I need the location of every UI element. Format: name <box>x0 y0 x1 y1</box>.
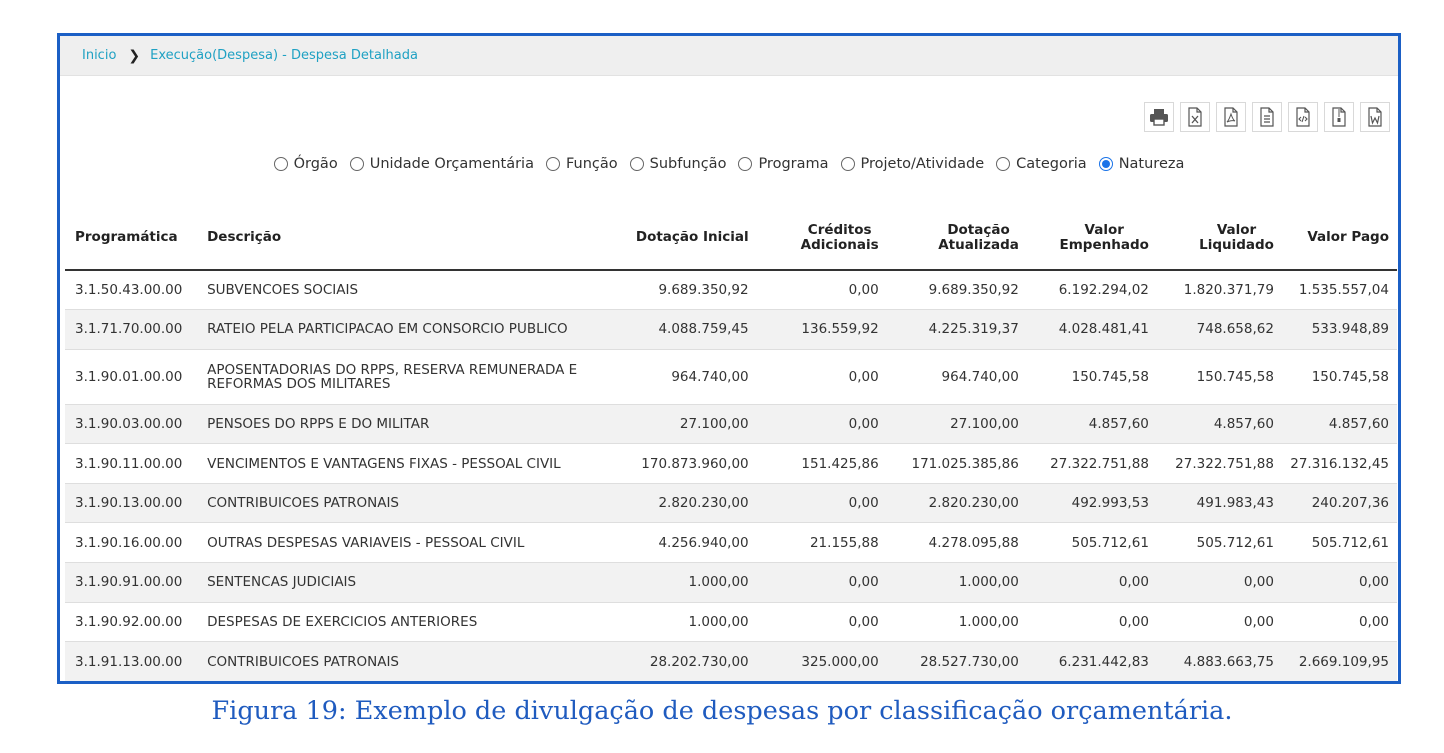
cell-ve: 505.712,61 <box>1019 523 1149 563</box>
cell-desc: PENSOES DO RPPS E DO MILITAR <box>197 404 593 444</box>
table-header-row <box>65 206 1397 270</box>
breadcrumb-current-link[interactable]: Execução(Despesa) - Despesa Detalhada <box>150 48 418 63</box>
cell-ve: 0,00 <box>1019 602 1149 642</box>
cell-vp: 1.535.557,04 <box>1274 270 1397 310</box>
cell-vp: 533.948,89 <box>1274 310 1397 350</box>
code-file-icon <box>1293 107 1313 127</box>
table-row <box>65 563 1397 603</box>
word-file-icon <box>1365 107 1385 127</box>
table-row <box>65 602 1397 642</box>
radio-button[interactable] <box>841 157 855 171</box>
radio-button[interactable] <box>1099 157 1113 171</box>
table-body <box>65 270 1397 681</box>
cell-ca: 0,00 <box>749 404 879 444</box>
cell-ve: 0,00 <box>1019 563 1149 603</box>
classification-option-label: Programa <box>758 156 829 172</box>
export-excel-button[interactable] <box>1180 102 1210 132</box>
cell-da: 2.820.230,00 <box>879 483 1019 523</box>
print-button[interactable] <box>1144 102 1174 132</box>
col-creditos-adicionais-line1: Créditos <box>807 221 872 238</box>
cell-vp: 4.857,60 <box>1274 404 1397 444</box>
col-valor-empenhado[interactable] <box>1019 206 1149 270</box>
zip-file-icon <box>1329 107 1349 127</box>
col-dotacao-inicial[interactable]: Dotação Inicial <box>593 206 748 270</box>
classification-option-label: Subfunção <box>649 156 727 172</box>
classification-option[interactable] <box>996 156 1087 172</box>
col-programatica[interactable]: Programática <box>65 206 197 270</box>
cell-prog: 3.1.90.91.00.00 <box>65 563 197 603</box>
cell-di: 27.100,00 <box>593 404 748 444</box>
cell-vl: 491.983,43 <box>1149 483 1274 523</box>
radio-button[interactable] <box>738 157 752 171</box>
export-pdf-button[interactable] <box>1216 102 1246 132</box>
cell-desc: VENCIMENTOS E VANTAGENS FIXAS - PESSOAL CIVIL <box>197 444 593 484</box>
cell-ca: 0,00 <box>749 270 879 310</box>
cell-prog: 3.1.71.70.00.00 <box>65 310 197 350</box>
table-row <box>65 270 1397 310</box>
radio-button[interactable] <box>274 157 288 171</box>
cell-da: 1.000,00 <box>879 563 1019 603</box>
classification-option-label: Órgão <box>293 156 338 172</box>
table-row <box>65 523 1397 563</box>
cell-da: 4.225.319,37 <box>879 310 1019 350</box>
classification-option[interactable] <box>630 156 727 172</box>
cell-di: 28.202.730,00 <box>649 653 749 670</box>
cell-prog: 3.1.90.01.00.00 <box>65 349 197 404</box>
cell-prog: 3.1.90.11.00.00 <box>65 444 197 484</box>
cell-vl: 4.857,60 <box>1149 404 1274 444</box>
cell-vl: 1.820.371,79 <box>1149 270 1274 310</box>
cell-prog: 3.1.50.43.00.00 <box>65 270 197 310</box>
classification-option-label: Unidade Orçamentária <box>369 156 534 172</box>
cell-ve: 4.028.481,41 <box>1019 310 1149 350</box>
classification-option-label: Projeto/Atividade <box>860 156 985 172</box>
cell-desc: CONTRIBUICOES PATRONAIS <box>197 483 593 523</box>
cell-vp: 150.745,58 <box>1274 349 1397 404</box>
cell-ca: 325.000,00 <box>801 653 879 670</box>
cell-vp: 0,00 <box>1274 563 1397 603</box>
report-frame <box>57 33 1401 684</box>
cell-vl: 0,00 <box>1149 602 1274 642</box>
cell-vp: 2.669.109,95 <box>1298 653 1389 670</box>
cell-ca: 0,00 <box>749 602 879 642</box>
cell-vp: 27.316.132,45 <box>1274 444 1397 484</box>
cell-prog: 3.1.90.16.00.00 <box>65 523 197 563</box>
classification-option[interactable] <box>274 156 338 172</box>
text-file-icon <box>1257 107 1277 127</box>
cell-vp: 505.712,61 <box>1274 523 1397 563</box>
figure-caption: Figura 19: Exemplo de divulgação de despesas por classificação orçamentária. <box>211 696 1233 726</box>
cell-prog: 3.1.90.92.00.00 <box>65 602 197 642</box>
cell-di: 170.873.960,00 <box>593 444 748 484</box>
cell-ve: 150.745,58 <box>1019 349 1149 404</box>
cell-ca: 0,00 <box>749 349 879 404</box>
expenses-table <box>65 206 1397 681</box>
cell-prog: 3.1.90.13.00.00 <box>65 483 197 523</box>
export-zip-button[interactable] <box>1324 102 1354 132</box>
col-valor-empenhado-line1: Valor <box>1084 221 1124 238</box>
cell-desc: SUBVENCOES SOCIAIS <box>197 270 593 310</box>
cell-vl: 4.883.663,75 <box>1183 653 1274 670</box>
chevron-right-icon: ❯ <box>128 47 141 64</box>
cell-ve: 6.192.294,02 <box>1019 270 1149 310</box>
col-valor-empenhado-line2: Empenhado <box>1059 236 1149 253</box>
radio-button[interactable] <box>350 157 364 171</box>
col-creditos-adicionais[interactable] <box>749 206 879 270</box>
table-row <box>65 404 1397 444</box>
col-creditos-adicionais-line2: Adicionais <box>800 236 879 253</box>
classification-option-label: Categoria <box>1016 156 1087 172</box>
cell-desc: APOSENTADORIAS DO RPPS, RESERVA REMUNERADA E REFORMAS DOS MILITARES <box>197 349 593 404</box>
cell-ve: 4.857,60 <box>1019 404 1149 444</box>
cell-ve: 6.231.442,83 <box>1058 653 1149 670</box>
cell-vl: 27.322.751,88 <box>1149 444 1274 484</box>
classification-option[interactable] <box>738 156 828 172</box>
radio-button[interactable] <box>546 157 560 171</box>
breadcrumb <box>60 36 1398 76</box>
cell-da: 171.025.385,86 <box>879 444 1019 484</box>
cell-di: 9.689.350,92 <box>593 270 748 310</box>
col-descricao[interactable]: Descrição <box>197 206 593 270</box>
radio-button[interactable] <box>996 157 1010 171</box>
cell-ca: 0,00 <box>749 483 879 523</box>
print-icon <box>1149 107 1169 127</box>
col-dotacao-atualizada-line2: Atualizada <box>938 236 1019 253</box>
cell-prog: 3.1.91.13.00.00 <box>75 653 183 670</box>
col-valor-liquidado-line1: Valor <box>1216 221 1257 238</box>
cell-desc: OUTRAS DESPESAS VARIAVEIS - PESSOAL CIVIL <box>197 523 593 563</box>
cell-di: 2.820.230,00 <box>593 483 748 523</box>
cell-ve: 27.322.751,88 <box>1019 444 1149 484</box>
pdf-file-icon <box>1221 107 1241 127</box>
cell-da: 9.689.350,92 <box>879 270 1019 310</box>
cell-di: 1.000,00 <box>593 563 748 603</box>
cell-vl: 150.745,58 <box>1149 349 1274 404</box>
col-dotacao-atualizada-line1: Dotação <box>947 221 1010 238</box>
cell-di: 964.740,00 <box>593 349 748 404</box>
table-row <box>65 310 1397 350</box>
classification-option[interactable] <box>1099 156 1185 172</box>
export-toolbar <box>1144 102 1390 132</box>
cell-di: 4.256.940,00 <box>593 523 748 563</box>
classification-option-label: Função <box>565 156 618 172</box>
col-valor-liquidado-line2: Liquidado <box>1199 236 1274 253</box>
classification-option-label: Natureza <box>1118 156 1185 172</box>
cell-da: 1.000,00 <box>879 602 1019 642</box>
cell-da: 964.740,00 <box>879 349 1019 404</box>
table-row <box>65 349 1397 404</box>
export-code-button[interactable] <box>1288 102 1318 132</box>
export-word-button[interactable] <box>1360 102 1390 132</box>
cell-vl: 505.712,61 <box>1149 523 1274 563</box>
cell-vl: 748.658,62 <box>1149 310 1274 350</box>
cell-ve: 492.993,53 <box>1019 483 1149 523</box>
cell-desc: DESPESAS DE EXERCICIOS ANTERIORES <box>197 602 593 642</box>
classification-options <box>60 156 1398 172</box>
cell-ca: 136.559,92 <box>749 310 879 350</box>
cell-desc: SENTENCAS JUDICIAIS <box>197 563 593 603</box>
classification-option[interactable] <box>841 156 985 172</box>
cell-ca: 151.425,86 <box>749 444 879 484</box>
cell-desc: CONTRIBUICOES PATRONAIS <box>207 653 400 670</box>
cell-di: 1.000,00 <box>593 602 748 642</box>
table-row <box>65 642 1397 682</box>
cell-da: 4.278.095,88 <box>879 523 1019 563</box>
cell-ca: 0,00 <box>749 563 879 603</box>
col-dotacao-atualizada[interactable] <box>879 206 1019 270</box>
cell-prog: 3.1.90.03.00.00 <box>65 404 197 444</box>
cell-vl: 0,00 <box>1149 563 1274 603</box>
classification-option[interactable] <box>546 156 618 172</box>
excel-file-icon <box>1185 107 1205 127</box>
col-valor-pago[interactable]: Valor Pago <box>1274 206 1397 270</box>
radio-button[interactable] <box>630 157 644 171</box>
classification-option[interactable] <box>350 156 534 172</box>
col-valor-liquidado[interactable] <box>1149 206 1274 270</box>
export-text-button[interactable] <box>1252 102 1282 132</box>
cell-da: 28.527.730,00 <box>920 653 1019 670</box>
table-row <box>65 483 1397 523</box>
cell-vp: 0,00 <box>1274 602 1397 642</box>
breadcrumb-home-link[interactable]: Inicio <box>82 48 117 63</box>
cell-vp: 240.207,36 <box>1274 483 1397 523</box>
cell-da: 27.100,00 <box>879 404 1019 444</box>
table-row <box>65 444 1397 484</box>
cell-ca: 21.155,88 <box>749 523 879 563</box>
cell-desc: RATEIO PELA PARTICIPACAO EM CONSORCIO PUBLICO <box>197 310 593 350</box>
cell-di: 4.088.759,45 <box>593 310 748 350</box>
